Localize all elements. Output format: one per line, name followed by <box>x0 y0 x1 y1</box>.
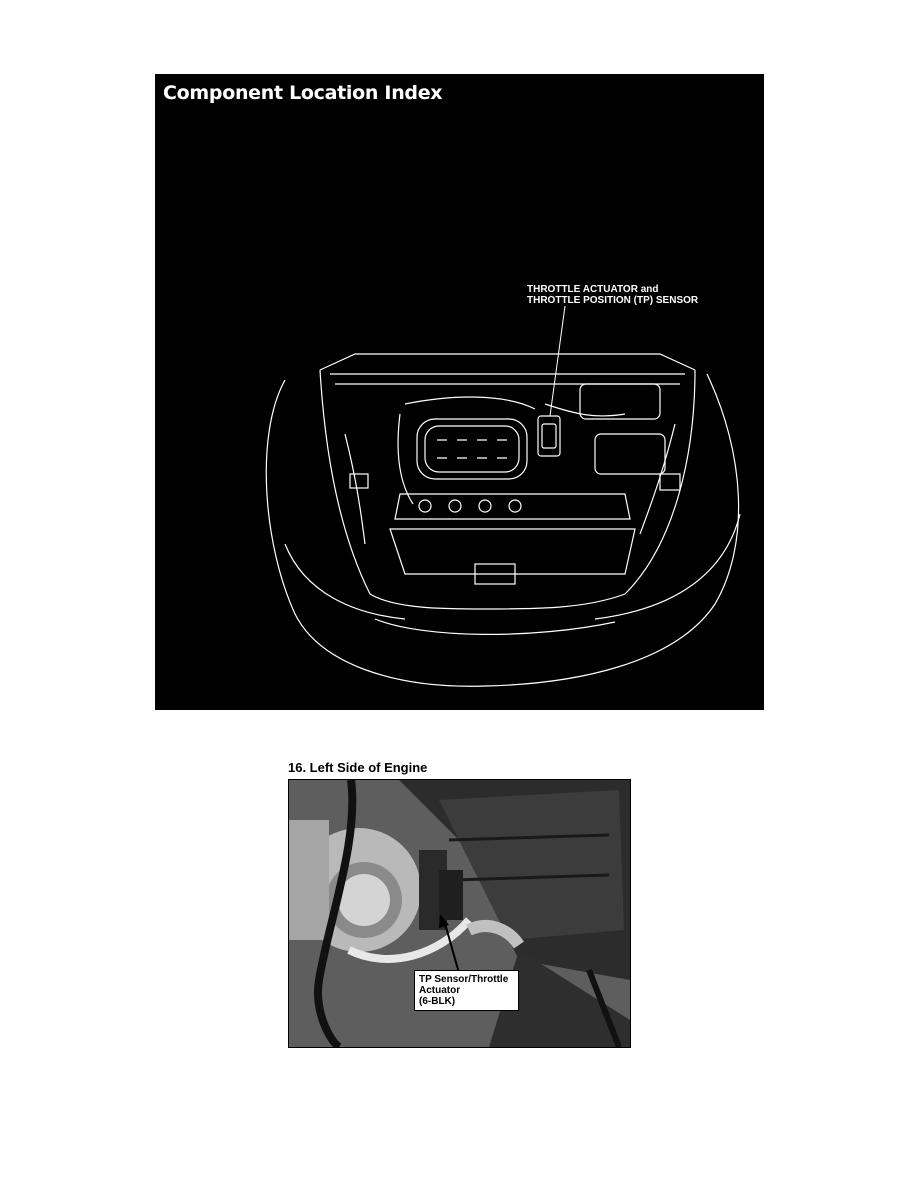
engine-photo <box>288 779 631 1048</box>
section-title: 16. Left Side of Engine <box>288 760 428 775</box>
label-line-1: TP Sensor/Throttle <box>419 974 509 985</box>
throttle-actuator-callout <box>527 284 698 306</box>
tp-sensor-label <box>414 970 519 1011</box>
callout-line-1: THROTTLE ACTUATOR and <box>527 284 659 295</box>
label-line-3: (6-BLK) <box>419 996 456 1007</box>
diagram-title: Component Location Index <box>163 82 443 104</box>
label-line-2: Actuator <box>419 985 461 996</box>
component-location-diagram <box>155 74 764 710</box>
callout-line-2: THROTTLE POSITION (TP) SENSOR <box>527 295 699 306</box>
engine-bay-line-drawing <box>155 74 764 710</box>
